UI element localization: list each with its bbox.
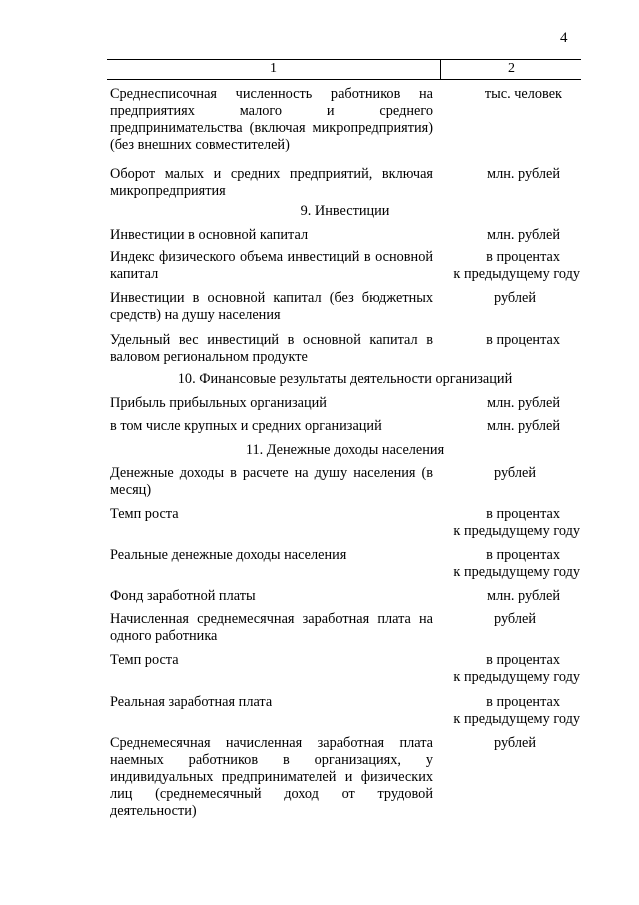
row-label: Темп роста xyxy=(110,506,179,522)
row-unit: млн. рублей xyxy=(487,588,560,604)
row-label: Оборот малых и средних предприятий, включая микропредприятия xyxy=(110,166,433,199)
table-row xyxy=(110,249,580,290)
row-label: Удельный вес инвестиций в основной капитал в валовом региональном продукте xyxy=(110,332,433,365)
header-col-2: 2 xyxy=(440,59,582,79)
table-header xyxy=(107,59,581,80)
table-row xyxy=(110,547,580,588)
table-row xyxy=(110,418,580,442)
row-label: в том числе крупных и средних организаций xyxy=(110,418,382,434)
row-unit: в процентах к предыдущему году xyxy=(453,249,580,282)
row-unit: в процентах к предыдущему году xyxy=(453,506,580,539)
table-row xyxy=(110,652,580,694)
table-row xyxy=(110,694,580,735)
table-row xyxy=(110,290,580,332)
row-label: Среднесписочная численность работников на предприятиях малого и среднего предпринимательства (включая микропредприятия) (без внешних совместителей) xyxy=(110,86,433,153)
row-label: Фонд заработной платы xyxy=(110,588,256,604)
row-label: Индекс физического объема инвестиций в основной капитал xyxy=(110,249,433,282)
table-row xyxy=(110,735,580,825)
row-unit: рублей xyxy=(494,611,536,627)
row-unit: млн. рублей xyxy=(487,395,560,411)
row-label: Прибыль прибыльных организаций xyxy=(110,395,327,411)
row-unit: рублей xyxy=(494,290,536,306)
table-body xyxy=(110,86,580,825)
row-label: Темп роста xyxy=(110,652,179,668)
row-unit: рублей xyxy=(494,465,536,481)
header-col-1: 1 xyxy=(270,61,277,76)
row-label: Реальная заработная плата xyxy=(110,694,273,710)
table-row xyxy=(110,506,580,547)
table-row xyxy=(110,332,580,371)
row-label: Начисленная среднемесячная заработная плата на одного работника xyxy=(110,611,433,644)
row-unit: тыс. человек xyxy=(484,86,562,102)
table-row xyxy=(110,227,580,249)
section-title: 10. Финансовые результаты деятельности организаций xyxy=(177,371,513,387)
row-unit: в процентах к предыдущему году xyxy=(453,652,580,685)
row-label: Реальные денежные доходы населения xyxy=(110,547,347,563)
row-unit: млн. рублей xyxy=(487,227,560,243)
row-unit: млн. рублей xyxy=(487,418,560,434)
row-label: Денежные доходы в расчете на душу населения (в месяц) xyxy=(110,465,433,498)
table-row xyxy=(110,166,580,203)
table-row xyxy=(110,588,580,611)
table-row xyxy=(110,465,580,506)
row-unit: в процентах к предыдущему году xyxy=(453,694,580,727)
row-label: Инвестиции в основной капитал (без бюджетных средств) на душу населения xyxy=(110,290,433,323)
row-unit: рублей xyxy=(494,735,536,751)
row-label: Среднемесячная начисленная заработная плата наемных работников в организациях, у индивидуальных предпринимателей и физических лиц (среднемесячный доход от трудовой деятельности) xyxy=(110,735,433,819)
section-title: 9. Инвестиции xyxy=(300,203,390,219)
section-title: 11. Денежные доходы населения xyxy=(245,442,445,458)
page-number: 4 xyxy=(560,30,568,46)
table-row xyxy=(110,395,580,418)
row-unit: в процентах к предыдущему году xyxy=(453,547,580,580)
row-unit: в процентах xyxy=(486,332,560,348)
row-label: Инвестиции в основной капитал xyxy=(110,227,309,243)
row-unit: млн. рублей xyxy=(487,166,560,182)
table-row xyxy=(110,611,580,652)
table-row xyxy=(110,86,580,166)
